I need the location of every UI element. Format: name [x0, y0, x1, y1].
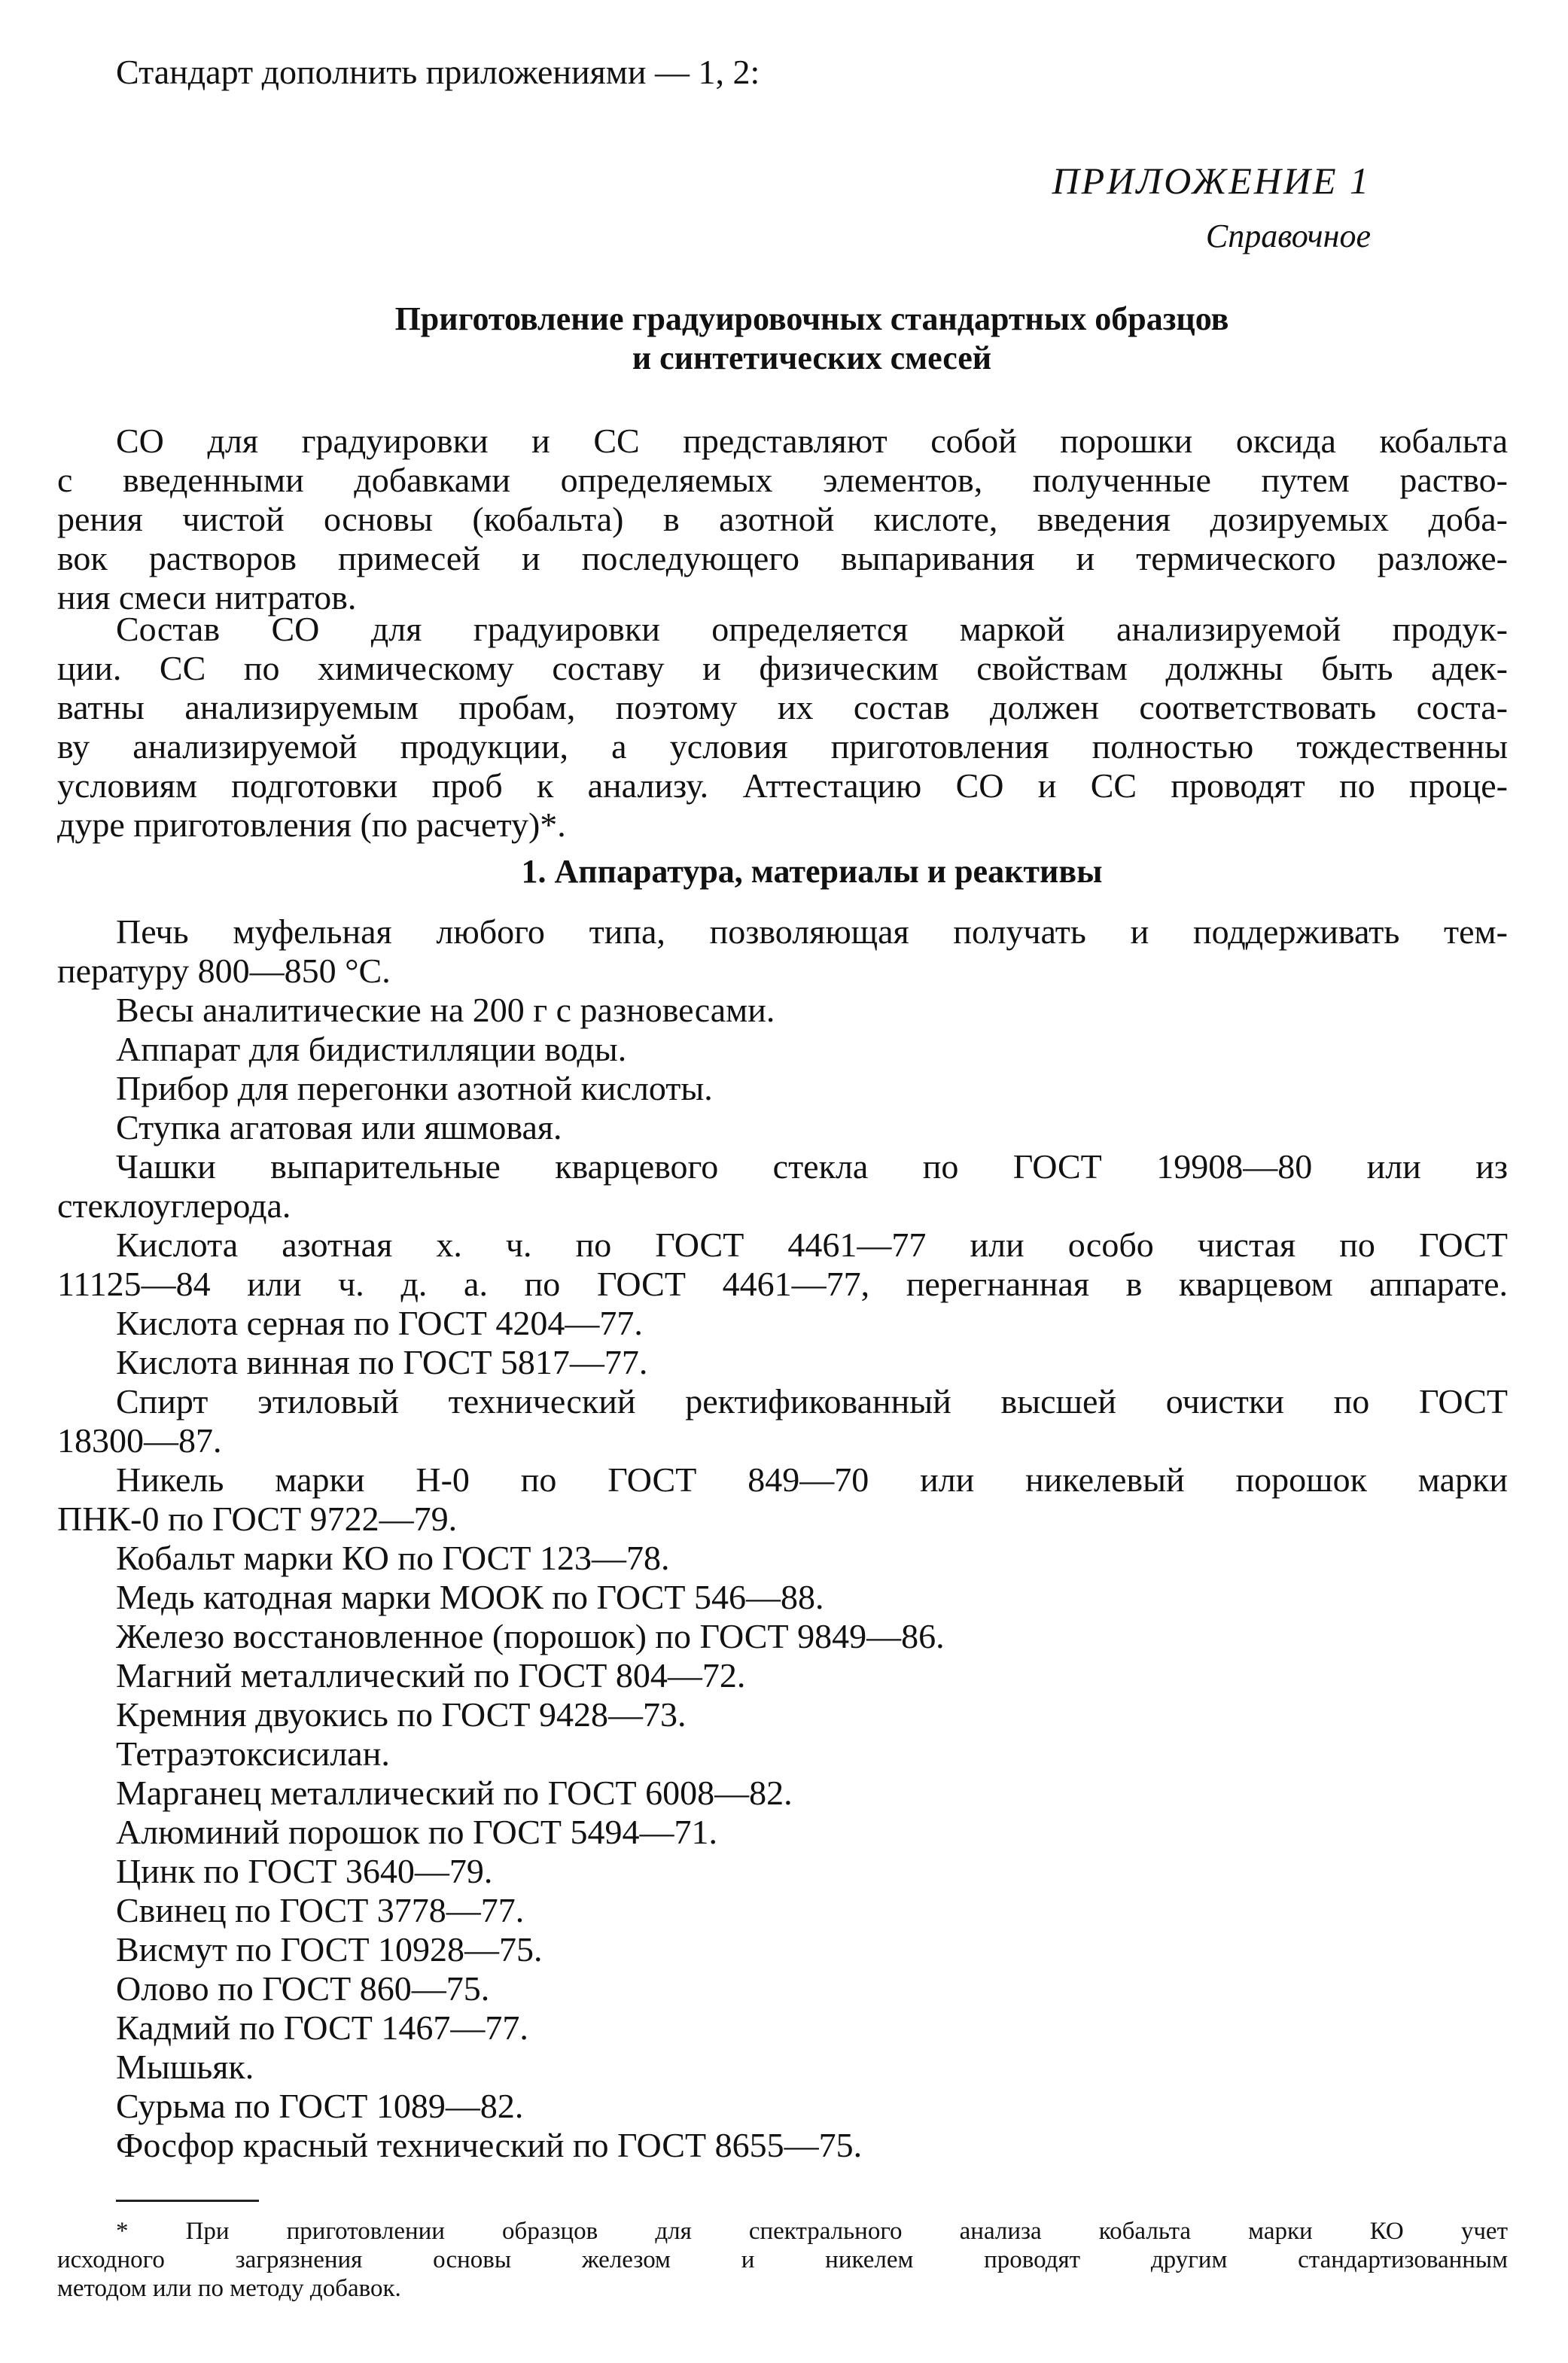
- materials-line: Чашки выпарительные кварцевого стекла по ГОСТ 19908—80 или из: [116, 1147, 1508, 1186]
- materials-line: пературу 800—850 °С.: [57, 952, 391, 990]
- materials-line: Весы аналитические на 200 г с разновесами.: [116, 991, 775, 1029]
- para2-line: условиям подготовки проб к анализу. Аттестацию СО и СС проводят по проце-: [57, 766, 1508, 805]
- materials-line: Магний металлический по ГОСТ 804—72.: [116, 1656, 746, 1695]
- footnote-line: * При приготовлении образцов для спектрального анализа кобальта марки КО учет: [116, 2218, 1508, 2245]
- para1-line: ния смеси нитратов.: [57, 578, 357, 617]
- materials-line: Кадмий по ГОСТ 1467—77.: [116, 2008, 528, 2047]
- materials-line: Медь катодная марки МООК по ГОСТ 546—88.: [116, 1578, 824, 1616]
- para1-line: рения чистой основы (кобальта) в азотной кислоте, введения дозируемых доба-: [57, 500, 1508, 538]
- materials-line: ПНК-0 по ГОСТ 9722—79.: [57, 1500, 458, 1538]
- footnote: [57, 2217, 1508, 2303]
- paragraph-1: [57, 422, 1508, 617]
- section-1-title: 1. Аппаратура, материалы и реактивы: [521, 853, 1103, 890]
- materials-line: Аппарат для бидистилляции воды.: [116, 1030, 627, 1068]
- intro-line: Стандарт дополнить приложениями — 1, 2:: [116, 53, 760, 91]
- footnote-line: исходного загрязнения основы железом и никелем проводят другим стандартизованным: [57, 2246, 1508, 2273]
- materials-line: Кислота серная по ГОСТ 4204—77.: [116, 1304, 643, 1342]
- materials-line: Кобальт марки КО по ГОСТ 123—78.: [116, 1539, 670, 1577]
- materials-list: [57, 912, 1508, 2165]
- materials-line: 18300—87.: [57, 1421, 222, 1460]
- materials-line: Прибор для перегонки азотной кислоты.: [116, 1069, 713, 1107]
- materials-line: Тетраэтоксисилан.: [116, 1734, 390, 1773]
- materials-line: Мышьяк.: [116, 2048, 254, 2086]
- materials-line: Кислота винная по ГОСТ 5817—77.: [116, 1343, 648, 1381]
- materials-line: Алюминий порошок по ГОСТ 5494—71.: [116, 1813, 718, 1851]
- para1-line: с введенными добавками определяемых элементов, полученные путем раство-: [57, 461, 1508, 499]
- para2-line: дуре приготовления (по расчету)*.: [57, 805, 566, 844]
- document-title: [116, 300, 1508, 378]
- materials-line: Цинк по ГОСТ 3640—79.: [116, 1852, 493, 1890]
- materials-line: Кремния двуокись по ГОСТ 9428—73.: [116, 1695, 687, 1734]
- materials-line: Печь муфельная любого типа, позволяющая получать и поддерживать тем-: [116, 912, 1508, 951]
- para2-line: ватны анализируемым пробам, поэтому их состав должен соответствовать соста-: [57, 688, 1508, 726]
- materials-line: 11125—84 или ч. д. а. по ГОСТ 4461—77, перегнанная в кварцевом аппарате.: [57, 1265, 1508, 1303]
- footnote-divider: [116, 2200, 259, 2202]
- materials-line: Олово по ГОСТ 860—75.: [116, 1969, 490, 2008]
- para2-line: ции. СС по химическому составу и физическим свойствам должны быть адек-: [57, 649, 1508, 687]
- materials-line: Кислота азотная х. ч. по ГОСТ 4461—77 или особо чистая по ГОСТ: [116, 1226, 1508, 1264]
- footnote-line: методом или по методу добавок.: [57, 2275, 401, 2302]
- para2-line: ву анализируемой продукции, а условия приготовления полностью тождественны: [57, 727, 1508, 766]
- para1-line: СО для градуировки и СС представляют собой порошки оксида кобальта: [116, 422, 1508, 460]
- appendix-header: [1052, 158, 1371, 259]
- materials-line: Марганец металлический по ГОСТ 6008—82.: [116, 1774, 793, 1812]
- materials-line: Висмут по ГОСТ 10928—75.: [116, 1930, 543, 1969]
- materials-line: Железо восстановленное (порошок) по ГОСТ 9849—86.: [116, 1617, 945, 1655]
- paragraph-2: [57, 610, 1508, 845]
- materials-line: Спирт этиловый технический ректификованный высшей очистки по ГОСТ: [116, 1382, 1508, 1421]
- materials-line: Сурьма по ГОСТ 1089—82.: [116, 2087, 524, 2125]
- appendix-label: ПРИЛОЖЕНИЕ 1: [1052, 160, 1371, 202]
- appendix-type: Справочное: [1205, 218, 1371, 254]
- title-line-1: Приготовление градуировочных стандартных образцов: [394, 300, 1229, 337]
- materials-line: Ступка агатовая или яшмовая.: [116, 1108, 562, 1146]
- title-line-2: и синтетических смесей: [632, 340, 992, 376]
- materials-line: Фосфор красный технический по ГОСТ 8655—75.: [116, 2126, 863, 2164]
- materials-line: Свинец по ГОСТ 3778—77.: [116, 1891, 525, 1929]
- materials-line: Никель марки Н-0 по ГОСТ 849—70 или никелевый порошок марки: [116, 1460, 1508, 1499]
- materials-line: стеклоуглерода.: [57, 1186, 291, 1225]
- para1-line: вок растворов примесей и последующего выпаривания и термического разложе-: [57, 539, 1508, 577]
- para2-line: Состав СО для градуировки определяется маркой анализируемой продук-: [116, 610, 1508, 648]
